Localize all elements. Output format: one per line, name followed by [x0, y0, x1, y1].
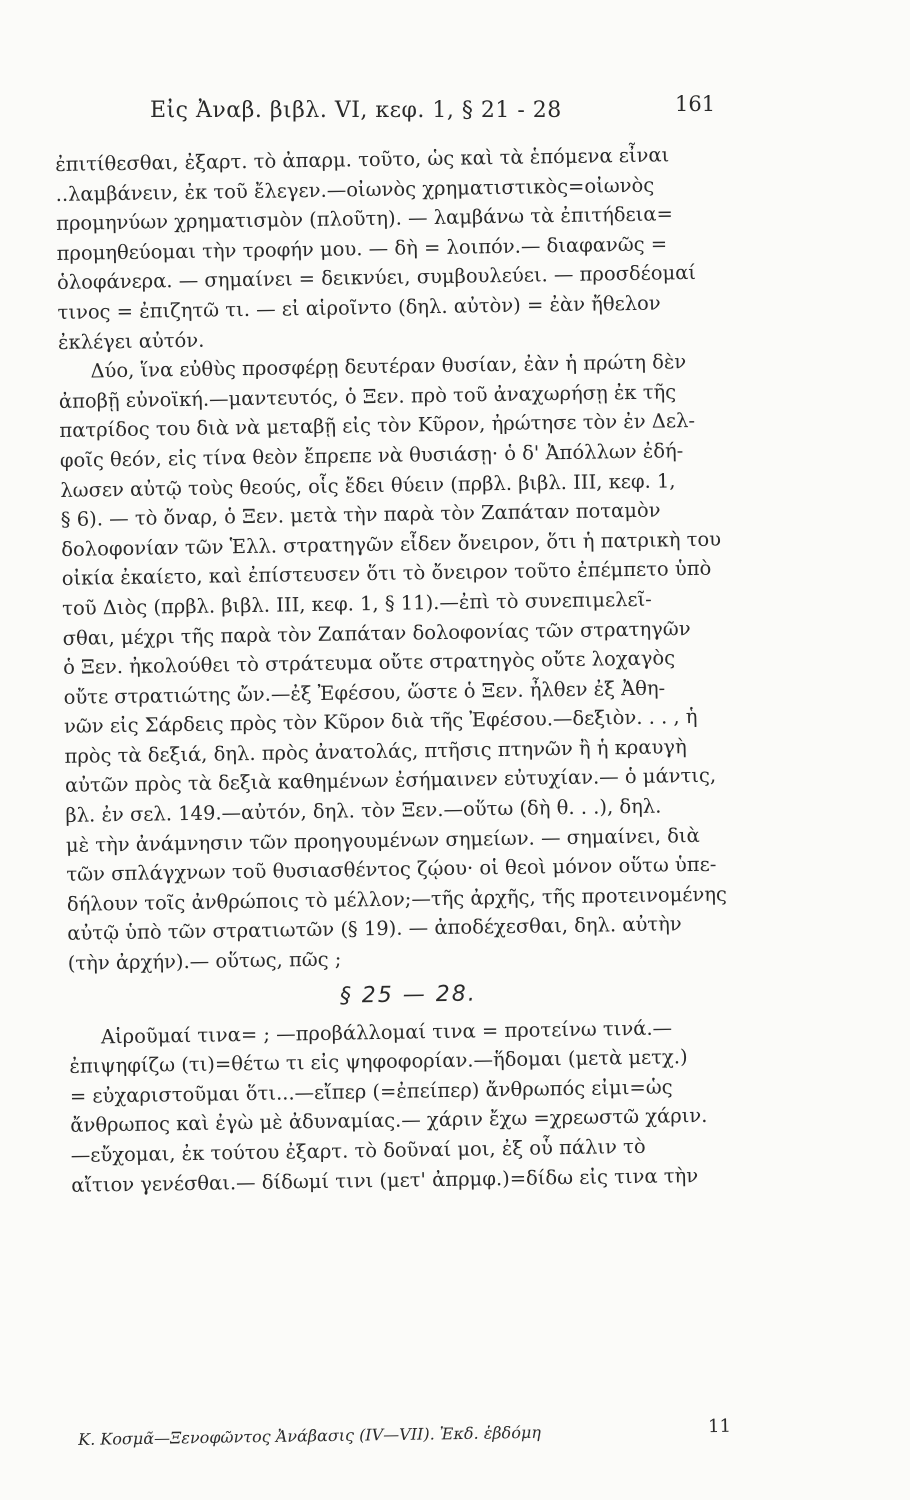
- text-line: —εὔχομαι, ἐκ τούτου ἐξαρτ. τὸ δοῦναί μοι, ἐξ οὗ πάλιν τὸ: [70, 1134, 646, 1167]
- text-line: τῶν σπλάγχνων τοῦ θυσιασθέντος ζῴου· οἱ θεοὶ μόνον οὕτω ὑπε-: [66, 852, 717, 887]
- text-line: αὐτῷ ὑπὸ τῶν στρατιωτῶν (§ 19). — ἀποδέχεσθαι, δηλ. αὐτὴν: [67, 912, 682, 946]
- text-line: σθαι, μέχρι τῆς παρὰ τὸν Ζαπάταν δολοφονίας τῶν στρατηγῶν: [62, 616, 691, 650]
- section-heading: § 25 — 28.: [339, 981, 477, 1009]
- text-line: λωσεν αὐτῷ τοὺς θεούς, οἷς ἔδει θύειν (πρβλ. βιβλ. III, κεφ. 1,: [60, 468, 676, 502]
- text-line: ἀποβῇ εὐνοϊκή.—μαντευτός, ὁ Ξεν. πρὸ τοῦ ἀναχωρήσῃ ἐκ τῆς: [58, 380, 677, 413]
- text-line: § 6). — τὸ ὄναρ, ὁ Ξεν. μετὰ τὴν παρὰ τὸν Ζαπάταν ποταμὸν: [60, 498, 661, 532]
- footer-text: Κ. Κοσμᾶ—Ξενοφῶντος Ἀνάβασις (IV—VII). Ἐκδ. ἑβδόμη: [78, 1422, 541, 1449]
- commentary-block-2: [69, 1011, 792, 1200]
- text-line: τοῦ Διὸς (πρβλ. βιβλ. III, κεφ. 1, § 11).—ἐπὶ τὸ συνεπιμελεῖ-: [62, 587, 652, 620]
- text-line: Αἱροῦμαί τινα= ; —προβάλλομαί τινα = προτείνω τινά.—: [100, 1016, 673, 1049]
- text-line: νῶν εἰς Σάρδεις πρὸς τὸν Κῦρον διὰ τῆς Ἐφέσου.—δεξιὸν. . . , ἡ: [63, 705, 698, 739]
- text-line: ὁ Ξεν. ἠκολούθει τὸ στράτευμα οὔτε στρατηγὸς οὔτε λοχαγὸς: [62, 646, 676, 680]
- text-line: βλ. ἐν σελ. 149.—αὐτόν, δηλ. τὸν Ξεν.—οὕτω (δὴ θ. . .), δηλ.: [65, 794, 662, 827]
- text-line: ἐκλέγει αὐτόν.: [57, 328, 205, 354]
- page-footer: [78, 1415, 798, 1458]
- text-line: = εὐχαριστοῦμαι ὅτι...—εἴπερ (=ἐπείπερ) ἄνθρωπός εἰμι=ὡς: [69, 1075, 673, 1108]
- text-line: αἴτιον γενέσθαι.— δίδωμί τινι (μετ' ἀπρμφ.)=δίδω εἰς τινα τὴν: [71, 1163, 699, 1197]
- text-line: (τὴν ἀρχήν).— οὕτως, πῶς ;: [67, 947, 342, 975]
- text-line: προμηθεύομαι τὴν τροφήν μου. — δὴ = λοιπόν.— διαφανῶς =: [56, 232, 668, 265]
- text-line: πρὸς τὰ δεξιά, δηλ. πρὸς ἀνατολάς, πτῆσις πτηνῶν ἢ ἡ κραυγὴ: [64, 735, 687, 768]
- text-line: οἰκία ἐκαίετο, καὶ ἐπίστευσεν ὅτι τὸ ὄνειρον τοῦτο ἐπέμπετο ὑπὸ: [61, 557, 712, 591]
- text-line: πατρίδος του διὰ νὰ μεταβῇ εἰς τὸν Κῦρον, ἠρώτησε τὸν ἐν Δελ-: [59, 409, 696, 443]
- text-line: μὲ τὴν ἀνάμνησιν τῶν προηγουμένων σημείων. — σημαίνει, διὰ: [65, 823, 700, 857]
- signature-mark: 11: [707, 1415, 732, 1438]
- text-line: προμηνύων χρηματισμὸν (πλοῦτη). — λαμβάνω τὰ ἐπιτήδεια=: [55, 202, 674, 236]
- text-line: αὐτῶν πρὸς τὰ δεξιὰ καθημένων ἐσήμαινεν εὐτυχίαν.— ὁ μάντις,: [64, 764, 717, 798]
- text-line: ἐπιψηφίζω (τι)=θέτω τι εἰς ψηφοφορίαν.—ἥδομαι (μετὰ μετχ.): [69, 1045, 688, 1079]
- text-line: ἐπιτίθεσθαι, ἐξαρτ. τὸ ἀπαρμ. τοῦτο, ὡς καὶ τὰ ἑπόμενα εἶναι: [55, 143, 670, 176]
- text-line: φοῖς θεόν, εἰς τίνα θεὸν ἔπρεπε νὰ θυσιάσῃ· ὁ δ' Ἀπόλλων ἐδή-: [59, 439, 684, 472]
- text-line: τινος = ἐπιζητῶ τι. — εἰ αἱροῖντο (δηλ. αὐτὸν) = ἐὰν ἤθελον: [57, 291, 661, 324]
- commentary-block-1: [55, 139, 788, 979]
- text-line: ἄνθρωπος καὶ ἐγὼ μὲ ἀδυναμίας.— χάριν ἔχω =χρεωστῶ χάριν.: [70, 1104, 708, 1138]
- text-line: Δύο, ἵνα εὐθὺς προσφέρῃ δευτέραν θυσίαν, ἐὰν ἡ πρώτη δὲν: [90, 350, 687, 383]
- running-title: Εἰς Ἀναβ. βιβλ. VI, κεφ. 1, § 21 - 28: [150, 98, 562, 123]
- page-number: 161: [675, 92, 716, 116]
- text-line: οὔτε στρατιώτης ὤν.—ἐξ Ἐφέσου, ὥστε ὁ Ξεν. ἦλθεν ἐξ Ἀθη-: [63, 676, 666, 709]
- commentary-text: [55, 139, 791, 1200]
- text-line: δήλουν τοῖς ἀνθρώποις τὸ μέλλον;—τῆς ἀρχῆς, τῆς προτεινομένης: [66, 882, 728, 916]
- page-header: [0, 88, 910, 128]
- text-line: δολοφονίαν τῶν Ἑλλ. στρατηγῶν εἶδεν ὄνειρον, ὅτι ἡ πατρικὴ του: [61, 527, 722, 561]
- text-line: ..λαμβάνειν, ἐκ τοῦ ἔλεγεν.—οἰωνὸς χρηματιστικὸς=οἰωνὸς: [55, 173, 655, 206]
- text-line: ὁλοφάνερα. — σημαίνει = δεικνύει, συμβουλεύει. — προσδέομαί: [56, 261, 697, 295]
